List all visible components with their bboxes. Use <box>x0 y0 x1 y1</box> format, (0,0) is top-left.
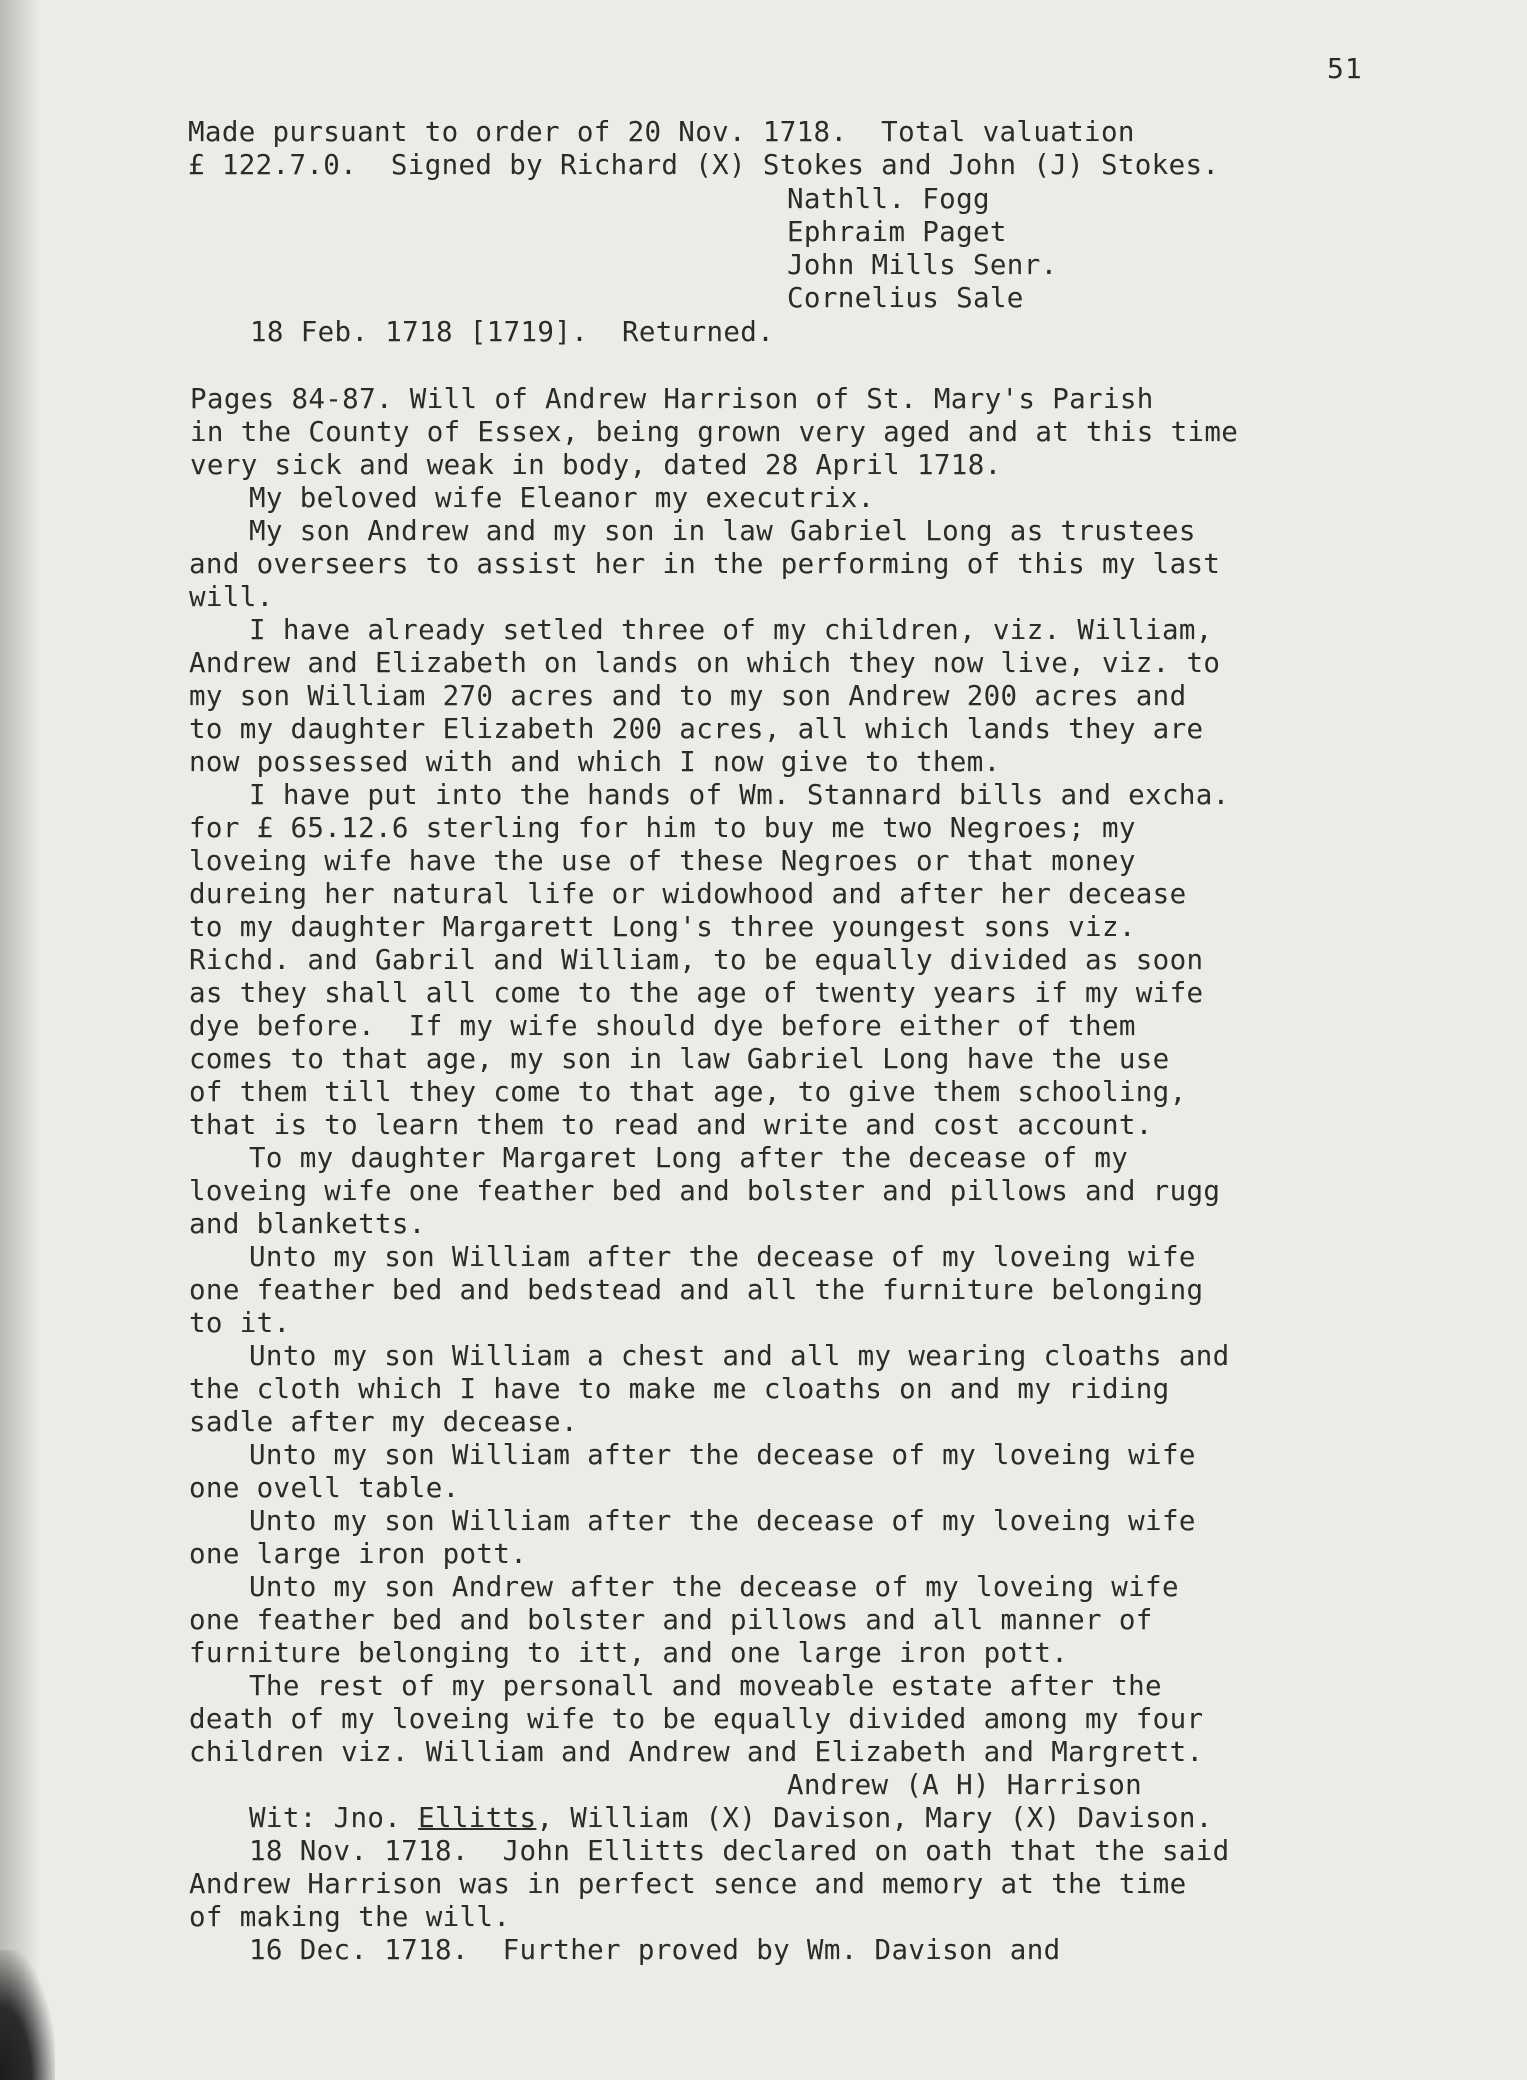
text-line: dye before. If my wife should dye before either of them <box>189 1010 1136 1042</box>
text-line: Unto my son William after the decease of my loveing wife <box>249 1439 1196 1471</box>
text-line: one feather bed and bedstead and all the furniture belonging <box>189 1274 1204 1306</box>
text-line: comes to that age, my son in law Gabriel Long have the use <box>189 1043 1170 1075</box>
text-line: John Mills Senr. <box>787 249 1058 281</box>
text-line: 18 Feb. 1718 [1719]. Returned. <box>250 316 775 348</box>
text-line: now possessed with and which I now give to them. <box>189 746 1001 778</box>
text-line: Unto my son Andrew after the decease of my loveing wife <box>249 1571 1179 1603</box>
text-line: to my daughter Margarett Long's three youngest sons viz. <box>189 911 1136 943</box>
witness-prefix: Wit: Jno. <box>249 1802 419 1834</box>
text-line: death of my loveing wife to be equally divided among my four <box>189 1703 1204 1735</box>
text-line: Unto my son William after the decease of my loveing wife <box>249 1505 1196 1537</box>
text-line: Nathll. Fogg <box>787 183 990 215</box>
text-line: Andrew and Elizabeth on lands on which they now live, viz. to <box>189 647 1221 679</box>
text-line: loveing wife have the use of these Negroes or that money <box>189 845 1136 877</box>
text-line: dureing her natural life or widowhood and after her decease <box>189 878 1187 910</box>
text-line: and blanketts. <box>189 1208 426 1240</box>
text-line: very sick and weak in body, dated 28 April 1718. <box>190 449 1002 481</box>
text-line: the cloth which I have to make me cloaths on and my riding <box>189 1373 1170 1405</box>
text-line: Pages 84-87. Will of Andrew Harrison of St. Mary's Parish <box>190 383 1154 415</box>
text-line: furniture belonging to itt, and one large iron pott. <box>189 1637 1069 1669</box>
text-line: one ovell table. <box>189 1472 460 1504</box>
witness-line <box>249 1802 1213 1835</box>
text-line: Unto my son William after the decease of my loveing wife <box>249 1241 1196 1273</box>
text-line: 18 Nov. 1718. John Ellitts declared on oath that the said <box>249 1835 1230 1867</box>
text-line: My beloved wife Eleanor my executrix. <box>249 482 875 514</box>
text-line: children viz. William and Andrew and Elizabeth and Margrett. <box>189 1736 1204 1768</box>
text-line: that is to learn them to read and write and cost account. <box>189 1109 1153 1141</box>
text-line: Ephraim Paget <box>787 216 1007 248</box>
text-line: Made pursuant to order of 20 Nov. 1718. Total valuation <box>188 116 1135 148</box>
text-line: sadle after my decease. <box>189 1406 578 1438</box>
text-line: as they shall all come to the age of twenty years if my wife <box>189 977 1204 1009</box>
text-line: one feather bed and bolster and pillows and all manner of <box>189 1604 1153 1636</box>
text-line: I have already setled three of my children, viz. William, <box>249 614 1213 646</box>
text-line: and overseers to assist her in the performing of this my last <box>189 548 1221 580</box>
witness-rest: , William (X) Davison, Mary (X) Davison. <box>536 1802 1213 1834</box>
text-line: Richd. and Gabril and William, to be equally divided as soon <box>189 944 1204 976</box>
text-line: Unto my son William a chest and all my wearing cloaths and <box>249 1340 1230 1372</box>
text-line: to my daughter Elizabeth 200 acres, all which lands they are <box>189 713 1204 745</box>
text-line: To my daughter Margaret Long after the decease of my <box>249 1142 1129 1174</box>
signature-line: Andrew (A H) Harrison <box>787 1769 1143 1801</box>
text-line: Andrew Harrison was in perfect sence and memory at the time <box>189 1868 1187 1900</box>
text-line: one large iron pott. <box>189 1538 528 1570</box>
text-line: £ 122.7.0. Signed by Richard (X) Stokes and John (J) Stokes. <box>188 149 1220 181</box>
witness-name-underlined: Ellitts <box>418 1802 537 1834</box>
text-line: I have put into the hands of Wm. Stannard bills and excha. <box>249 779 1230 811</box>
text-line: 16 Dec. 1718. Further proved by Wm. Davison and <box>249 1934 1061 1966</box>
text-line: loveing wife one feather bed and bolster and pillows and rugg <box>189 1175 1221 1207</box>
text-line: to it. <box>189 1307 291 1339</box>
text-line: will. <box>189 581 274 613</box>
text-line: of making the will. <box>189 1901 511 1933</box>
text-line: The rest of my personall and moveable estate after the <box>249 1670 1162 1702</box>
page-number: 51 <box>1327 52 1363 85</box>
text-line: of them till they come to that age, to give them schooling, <box>189 1076 1187 1108</box>
text-line: my son William 270 acres and to my son Andrew 200 acres and <box>189 680 1187 712</box>
text-line: Cornelius Sale <box>787 282 1024 314</box>
text-line: in the County of Essex, being grown very aged and at this time <box>190 416 1239 448</box>
text-line: for £ 65.12.6 sterling for him to buy me two Negroes; my <box>189 812 1136 844</box>
text-line: My son Andrew and my son in law Gabriel Long as trustees <box>249 515 1196 547</box>
